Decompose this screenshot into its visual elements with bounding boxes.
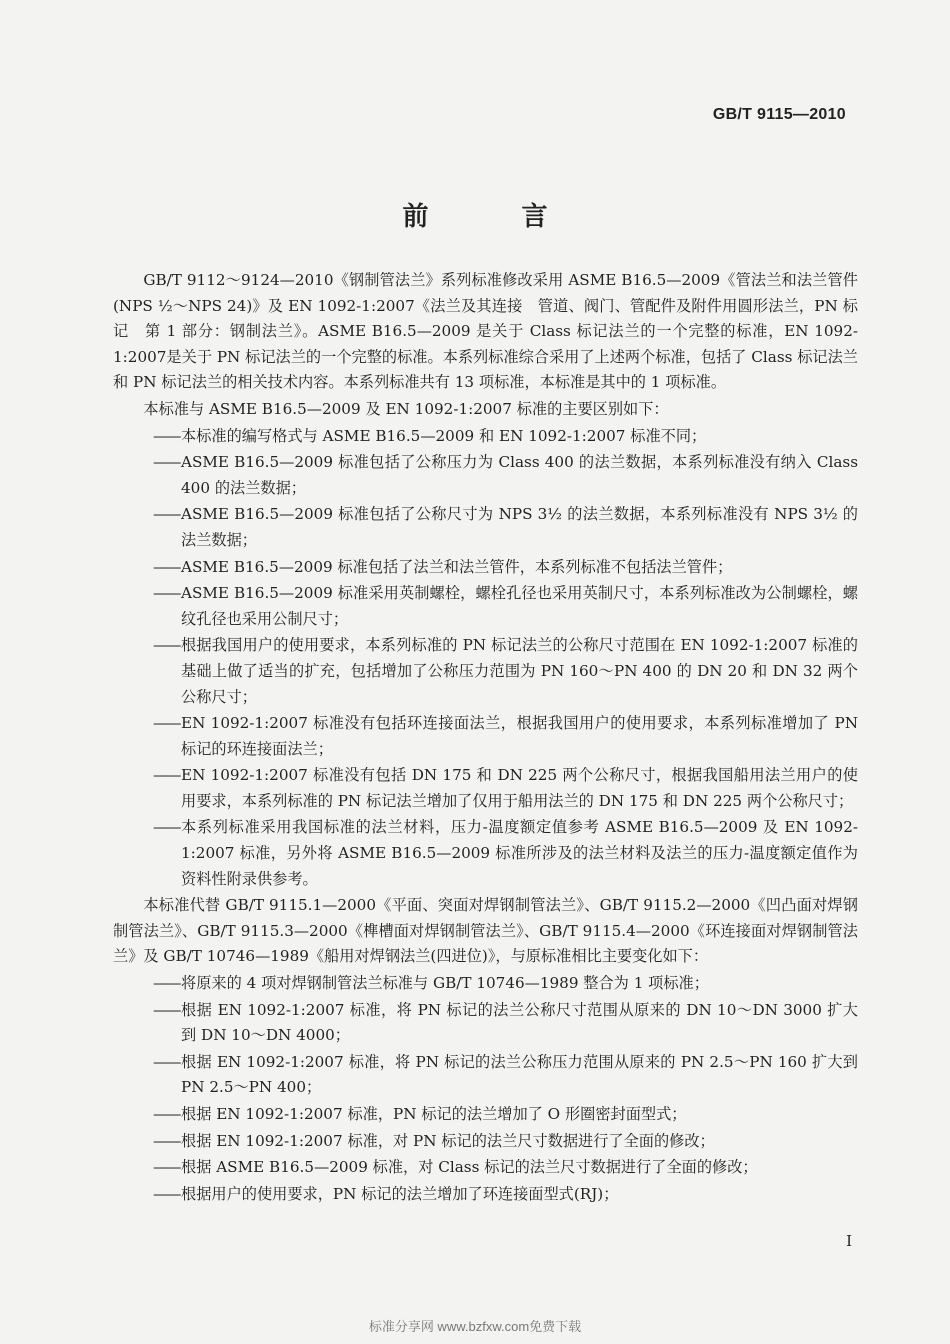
page-title: 前 言 (402, 202, 590, 232)
difference-item (113, 711, 858, 762)
dash-marker (113, 815, 181, 892)
difference-item-text: 本标准的编写格式与 ASME B16.5—2009 和 EN 1092-1:2007 标准不同； (181, 426, 707, 445)
changes-list (113, 971, 858, 1207)
difference-item-text: ASME B16.5—2009 标准包括了公称压力为 Class 400 的法兰数据，本系列标准没有纳入 Class 400 的法兰数据； (181, 453, 858, 497)
difference-item-text: ASME B16.5—2009 标准包括了法兰和法兰管件，本系列标准不包括法兰管件； (181, 557, 733, 576)
difference-item (113, 502, 858, 553)
difference-item-text: ASME B16.5—2009 标准采用英制螺栓，螺栓孔径也采用英制尺寸，本系列标准改为公制螺栓，螺纹孔径也采用公制尺寸； (181, 584, 858, 628)
difference-item (113, 763, 858, 814)
dash-marker (113, 1102, 181, 1128)
change-item (113, 998, 858, 1049)
replaces-paragraph: 本标准代替 GB/T 9115.1—2000《平面、突面对焊钢制管法兰》、GB/T 9115.2—2000《凹凸面对焊钢制管法兰》、GB/T 9115.3—2000《榫槽面对焊钢制管法兰》、GB/T 9115.4—2000《环连接面对焊钢制管法兰》及 GB/T 10746—1989《船用对焊钢法兰(四进位)》，与原标准相比主要变化如下： (113, 896, 858, 966)
dash-marker (113, 502, 181, 553)
dash-marker (113, 555, 181, 581)
dash-marker (113, 998, 181, 1049)
dash-marker (113, 581, 181, 632)
standard-number: GB/T 9115—2010 (712, 106, 846, 123)
change-item (113, 1155, 858, 1181)
difference-item (113, 450, 858, 501)
dash-marker (113, 1129, 181, 1155)
dash-marker (113, 424, 181, 450)
dash-marker (113, 633, 181, 710)
dash-marker (113, 763, 181, 814)
difference-item-text: EN 1092-1:2007 标准没有包括环连接面法兰，根据我国用户的使用要求，本系列标准增加了 PN 标记的环连接面法兰； (181, 714, 858, 758)
change-item-text: 将原来的 4 项对焊钢制管法兰标准与 GB/T 10746—1989 整合为 1 项标准； (181, 974, 709, 993)
dash-marker (113, 971, 181, 997)
difference-item-text: 根据我国用户的使用要求，本系列标准的 PN 标记法兰的公称尺寸范围在 EN 1092-1:2007 标准的基础上做了适当的扩充，包括增加了公称压力范围为 PN 160～PN 400 的 DN 20 和 DN 32 两个公称尺寸； (181, 636, 858, 706)
change-item-text: 根据用户的使用要求，PN 标记的法兰增加了环连接面型式(RJ)； (181, 1184, 619, 1203)
differences-list (113, 424, 858, 893)
change-item-text: 根据 EN 1092-1:2007 标准，对 PN 标记的法兰尺寸数据进行了全面的修改； (181, 1131, 715, 1150)
difference-item (113, 424, 858, 450)
dash-marker (113, 1155, 181, 1181)
difference-item (113, 581, 858, 632)
change-item-text: 根据 EN 1092-1:2007 标准，PN 标记的法兰增加了 O 形圈密封面型式； (181, 1105, 687, 1123)
change-item (113, 971, 858, 997)
dash-marker (113, 450, 181, 501)
dash-marker (113, 1050, 181, 1101)
dash-marker (113, 711, 181, 762)
change-item (113, 1129, 858, 1155)
change-item (113, 1050, 858, 1101)
dash-marker (113, 1182, 181, 1208)
change-item-text: 根据 EN 1092-1:2007 标准，将 PN 标记的法兰公称压力范围从原来的 PN 2.5～PN 160 扩大到 PN 2.5～PN 400； (181, 1052, 858, 1097)
change-item (113, 1102, 858, 1128)
difference-item-text: ASME B16.5—2009 标准包括了公称尺寸为 NPS 3½ 的法兰数据，本系列标准没有 NPS 3½ 的法兰数据； (181, 505, 858, 549)
page-number: I (846, 1232, 852, 1250)
difference-item (113, 555, 858, 581)
difference-item-text: 本系列标准采用我国标准的法兰材料，压力-温度额定值参考 ASME B16.5—2009 及 EN 1092-1:2007 标准，另外将 ASME B16.5—2009 标准所涉及的法兰材料及法兰的压力-温度额定值作为资料性附录供参考。 (181, 818, 858, 888)
document-body (113, 268, 858, 1208)
difference-item (113, 633, 858, 710)
differences-intro: 本标准与 ASME B16.5—2009 及 EN 1092-1:2007 标准的主要区别如下： (143, 399, 669, 418)
watermark-footer: 标准分享网 www.bzfxw.com免费下载 (368, 1319, 582, 1334)
change-item-text: 根据 EN 1092-1:2007 标准，将 PN 标记的法兰公称尺寸范围从原来的 DN 10～DN 3000 扩大到 DN 10～DN 4000； (181, 1000, 858, 1045)
change-item-text: 根据 ASME B16.5—2009 标准，对 Class 标记的法兰尺寸数据进行了全面的修改； (181, 1158, 758, 1177)
difference-item-text: EN 1092-1:2007 标准没有包括 DN 175 和 DN 225 两个公称尺寸，根据我国船用法兰用户的使用要求，本系列标准的 PN 标记法兰增加了仅用于船用法兰的 DN 175 和 DN 225 两个公称尺寸； (181, 766, 858, 810)
intro-paragraph: GB/T 9112～9124—2010《钢制管法兰》系列标准修改采用 ASME B16.5—2009《管法兰和法兰管件(NPS ½～NPS 24)》及 EN 1092-1:2007《法兰及其连接 管道、阀门、管配件及附件用圆形法兰，PN 标记 第 1 部分：钢制法兰》。ASME B16.5—2009 是关于 Class 标记法兰的一个完整的标准，EN 1092-1:2007是关于 PN 标记法兰的一个完整的标准。本系列标准综合采用了上述两个标准，包括了 Class 标记法兰和 PN 标记法兰的相关技术内容。本系列标准共有 13 项标准，本标准是其中的 1 项标准。 (113, 271, 858, 392)
change-item (113, 1182, 858, 1208)
difference-item (113, 815, 858, 892)
